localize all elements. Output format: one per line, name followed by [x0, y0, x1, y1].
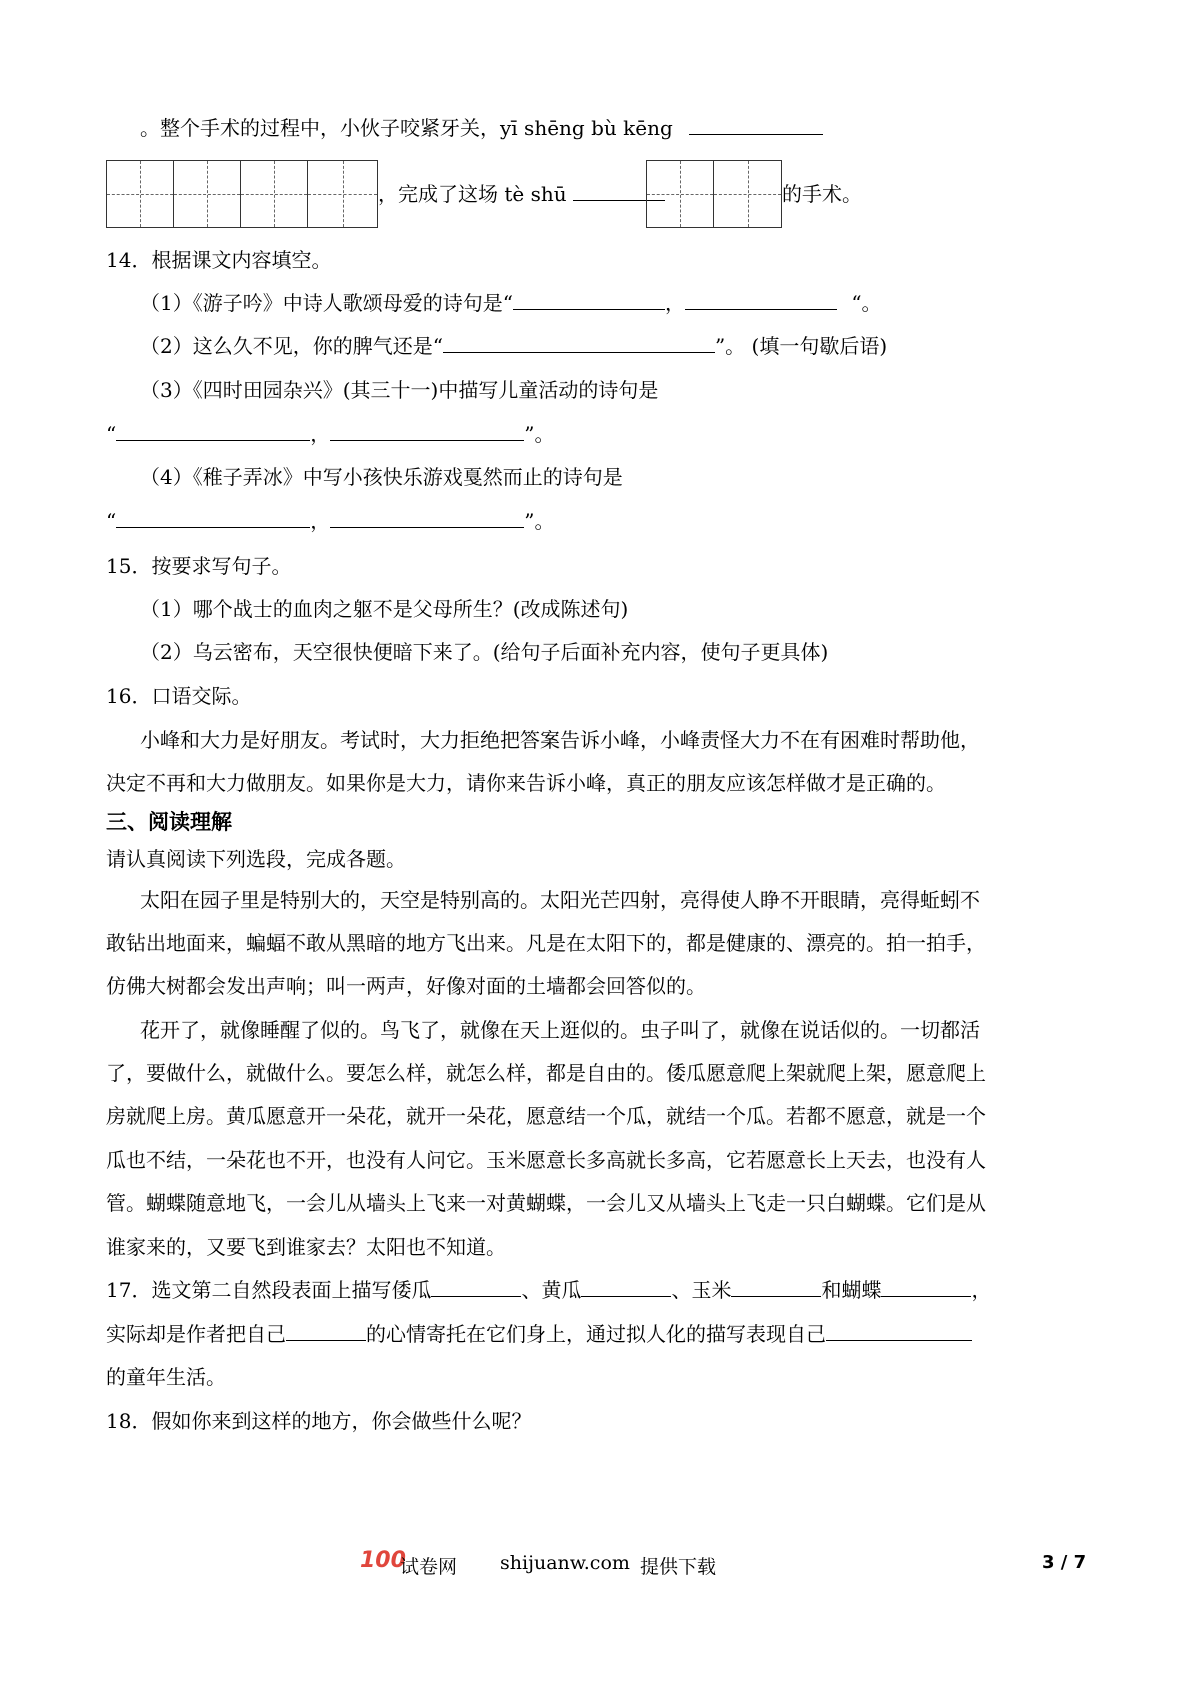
q14-title: 14．根据课文内容填空。: [106, 248, 332, 272]
q16-p2: 决定不再和大力做朋友。如果你是大力，请你来告诉小峰，真正的朋友应该怎样做才是正确的。: [106, 771, 946, 795]
q17-text-d: 和蝴蝶: [821, 1278, 882, 1302]
q17-text-b: 、黄瓜: [521, 1278, 582, 1302]
q14-s3-comma: ，: [310, 422, 331, 446]
q14-s3-answer: [106, 420, 554, 448]
q14-s1: [140, 289, 882, 317]
q14-s1-comma: ，: [664, 291, 685, 315]
q13-line1-text: 。整个手术的过程中，小伙子咬紧牙关，yī shēng bù kēng: [140, 116, 673, 140]
passage-p2-l4: 瓜也不结，一朵花也不开，也没有人问它。玉米愿意长多高就长多高，它若愿意长上天去，也没有人: [106, 1148, 986, 1172]
passage-p1-l3: 仿佛大树都会发出声响；叫一两声，好像对面的土墙都会回答似的。: [106, 974, 706, 998]
q14-s4-comma: ，: [310, 509, 331, 533]
q17-line1: [106, 1276, 991, 1304]
q13-line1: [140, 114, 823, 142]
q17-blank-huanggua[interactable]: [581, 1276, 671, 1297]
q14-s4-close: ”。: [524, 509, 555, 533]
q17-blank-childhood[interactable]: [826, 1320, 972, 1341]
footer-domain[interactable]: shijuanw.com: [500, 1552, 630, 1574]
q13-grid-b[interactable]: [646, 160, 782, 228]
q13-line2-end: 的手术。: [782, 182, 862, 206]
q14-s2-suffix: ”。 (填一句歇后语): [714, 334, 888, 358]
q14-s2: [140, 332, 887, 360]
q17-blank-yumi[interactable]: [731, 1276, 821, 1297]
q17-text-f: 实际却是作者把自己: [106, 1322, 286, 1346]
q15-s1: （1）哪个战士的血肉之躯不是父母所生？(改成陈述句): [140, 597, 629, 621]
q17-text-g: 的心情寄托在它们身上，通过拟人化的描写表现自己: [366, 1322, 826, 1346]
q14-s4-open: “: [106, 509, 117, 533]
q17-text-e: ，: [971, 1278, 992, 1302]
q17-blank-wogua[interactable]: [431, 1276, 521, 1297]
q14-s4: （4）《稚子弄冰》中写小孩快乐游戏戛然而止的诗句是: [140, 465, 623, 489]
site-logo: 100: [360, 1548, 406, 1573]
q14-s3-blank-2[interactable]: [330, 420, 524, 441]
q14-s4-answer: [106, 507, 554, 535]
q16-title: 16．口语交际。: [106, 684, 252, 708]
q18-title: 18．假如你来到这样的地方，你会做些什么呢？: [106, 1409, 532, 1433]
passage-p1-l2: 敢钻出地面来，蝙蝠不敢从黑暗的地方飞出来。凡是在太阳下的，都是健康的、漂亮的。拍一拍手，: [106, 931, 986, 955]
q14-s1-blank-1[interactable]: [513, 289, 665, 310]
passage-p2-l2: 了，要做什么，就做什么。要怎么样，就怎么样，都是自由的。倭瓜愿意爬上架就爬上架，愿意爬上: [106, 1061, 986, 1085]
passage-p2-l3: 房就爬上房。黄瓜愿意开一朵花，就开一朵花，愿意结一个瓜，就结一个瓜。若都不愿意，就是一个: [106, 1104, 986, 1128]
q14-s1-suffix: “。: [851, 291, 882, 315]
q17-text-c: 、玉米: [671, 1278, 732, 1302]
q15-title: 15．按要求写句子。: [106, 554, 292, 578]
q14-s4-blank-1[interactable]: [116, 507, 310, 528]
q14-s2-prefix: （2）这么久不见，你的脾气还是“: [140, 334, 443, 358]
q14-s4-blank-2[interactable]: [330, 507, 524, 528]
q14-s3-open: “: [106, 422, 117, 446]
q17-blank-mood[interactable]: [286, 1320, 366, 1341]
q14-s1-blank-2[interactable]: [685, 289, 837, 310]
passage-p2-l5: 管。蝴蝶随意地飞，一会儿从墙头上飞来一对黄蝴蝶，一会儿又从墙头上飞走一只白蝴蝶。它们是从: [106, 1191, 986, 1215]
section3-heading: 三、阅读理解: [106, 810, 232, 834]
q13-blank-1[interactable]: [689, 114, 823, 135]
q14-s3: （3）《四时田园杂兴》(其三十一)中描写儿童活动的诗句是: [140, 378, 659, 402]
q13-line2-mid: [378, 180, 665, 208]
q14-s3-blank-1[interactable]: [116, 420, 310, 441]
q17-line3: 的童年生活。: [106, 1365, 226, 1389]
q14-s1-prefix: （1）《游子吟》中诗人歌颂母爱的诗句是“: [140, 291, 513, 315]
q17-line2: [106, 1320, 972, 1348]
footer-download: 提供下载: [640, 1556, 717, 1578]
q14-s3-close: ”。: [524, 422, 555, 446]
footer-site-name: 试卷网: [400, 1556, 458, 1578]
section3-intro: 请认真阅读下列选段，完成各题。: [106, 847, 406, 871]
q16-p1: 小峰和大力是好朋友。考试时，大力拒绝把答案告诉小峰，小峰责怪大力不在有困难时帮助他，: [140, 728, 980, 752]
q13-line2-mid-text: ，完成了这场 tè shū: [378, 182, 567, 206]
q17-blank-hudie[interactable]: [881, 1276, 971, 1297]
passage-p2-l6: 谁家来的，又要飞到谁家去？太阳也不知道。: [106, 1235, 506, 1259]
page-number: 3 / 7: [1042, 1552, 1087, 1573]
passage-p1-l1: 太阳在园子里是特别大的，天空是特别高的。太阳光芒四射，亮得使人睁不开眼睛，亮得蚯蚓不: [140, 888, 980, 912]
q15-s2: （2）乌云密布，天空很快便暗下来了。(给句子后面补充内容，使句子更具体): [140, 640, 829, 664]
passage-p2-l1: 花开了，就像睡醒了似的。鸟飞了，就像在天上逛似的。虫子叫了，就像在说话似的。一切都活: [140, 1018, 980, 1042]
q13-grid-a[interactable]: [106, 160, 378, 228]
q17-text-a: 17．选文第二自然段表面上描写倭瓜: [106, 1278, 432, 1302]
q14-s2-blank[interactable]: [443, 332, 715, 353]
